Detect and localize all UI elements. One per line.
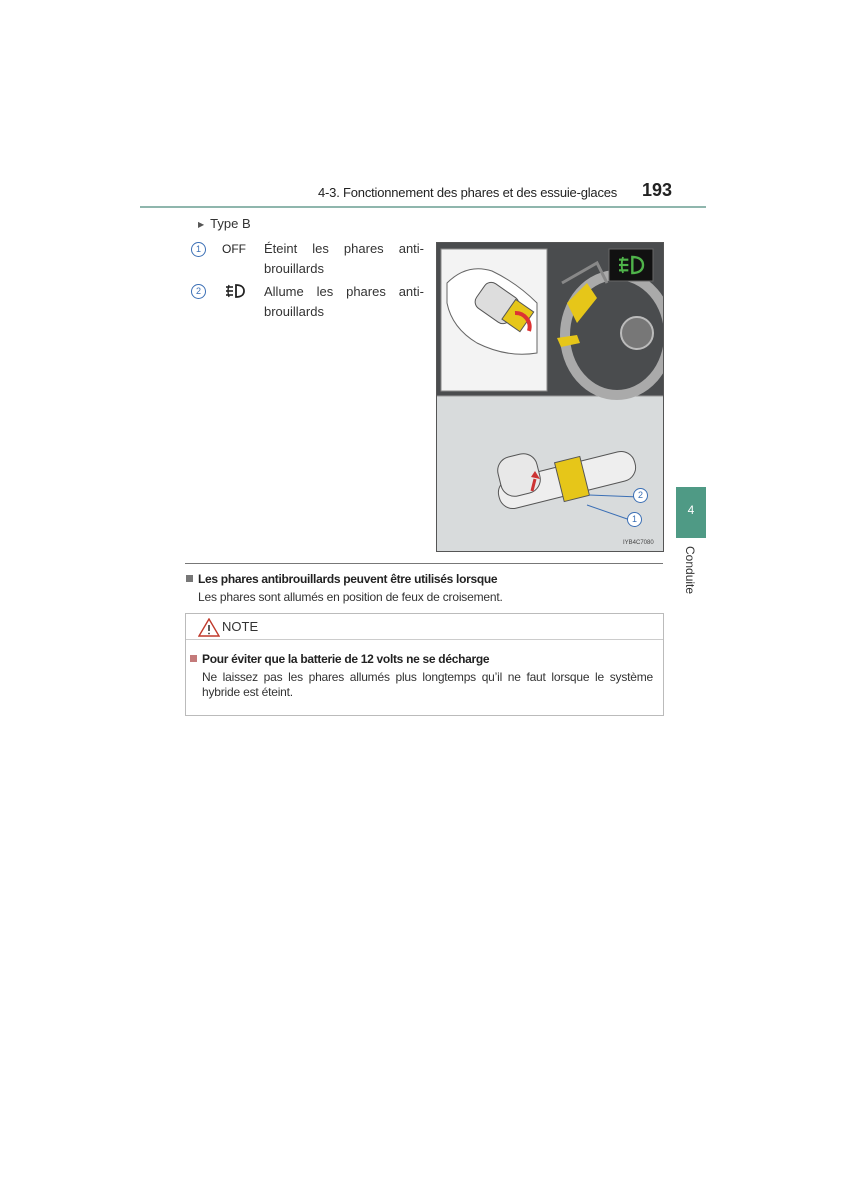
off-symbol: OFF xyxy=(222,242,246,256)
chapter-tab: 4 xyxy=(676,487,706,538)
triangle-bullet-icon: ▶ xyxy=(198,220,205,229)
figure-callout-2: 2 xyxy=(633,488,648,503)
type-label-text: Type B xyxy=(210,216,251,231)
type-label xyxy=(198,216,251,231)
note-title: NOTE xyxy=(222,619,259,634)
fog-light-icon xyxy=(224,282,246,305)
figure-illustration xyxy=(436,242,664,552)
header-rule xyxy=(140,206,706,208)
section-title: 4-3. Fonctionnement des phares et des essuie-glaces xyxy=(318,185,618,200)
square-bullet-icon xyxy=(186,575,193,582)
section-rule xyxy=(185,563,663,564)
item-number-1: 1 xyxy=(191,242,206,257)
note-divider xyxy=(186,639,663,640)
figure-callout-1: 1 xyxy=(627,512,642,527)
page-number: 193 xyxy=(642,180,673,200)
figure-code: IYB4C7080 xyxy=(623,540,654,546)
item-description-1: Éteint les phares anti-brouillards xyxy=(264,241,424,276)
section-body: Les phares sont allumés en position de feux de croisement. xyxy=(198,590,503,604)
note-heading: Pour éviter que la batterie de 12 volts ne se décharge xyxy=(190,652,489,666)
square-bullet-icon xyxy=(190,655,197,662)
note-box xyxy=(185,613,664,716)
item-description-2: Allume les phares anti-brouillards xyxy=(264,284,424,319)
note-body: Ne laissez pas les phares allumés plus longtemps qu’il ne faut lorsque le système hybride est éteint. xyxy=(202,670,653,699)
section-heading: Les phares antibrouillards peuvent être utilisés lorsque xyxy=(186,572,497,586)
fog-light-indicator-icon xyxy=(615,253,647,282)
item-number-2: 2 xyxy=(191,284,206,299)
chapter-label: Conduite xyxy=(683,546,697,595)
